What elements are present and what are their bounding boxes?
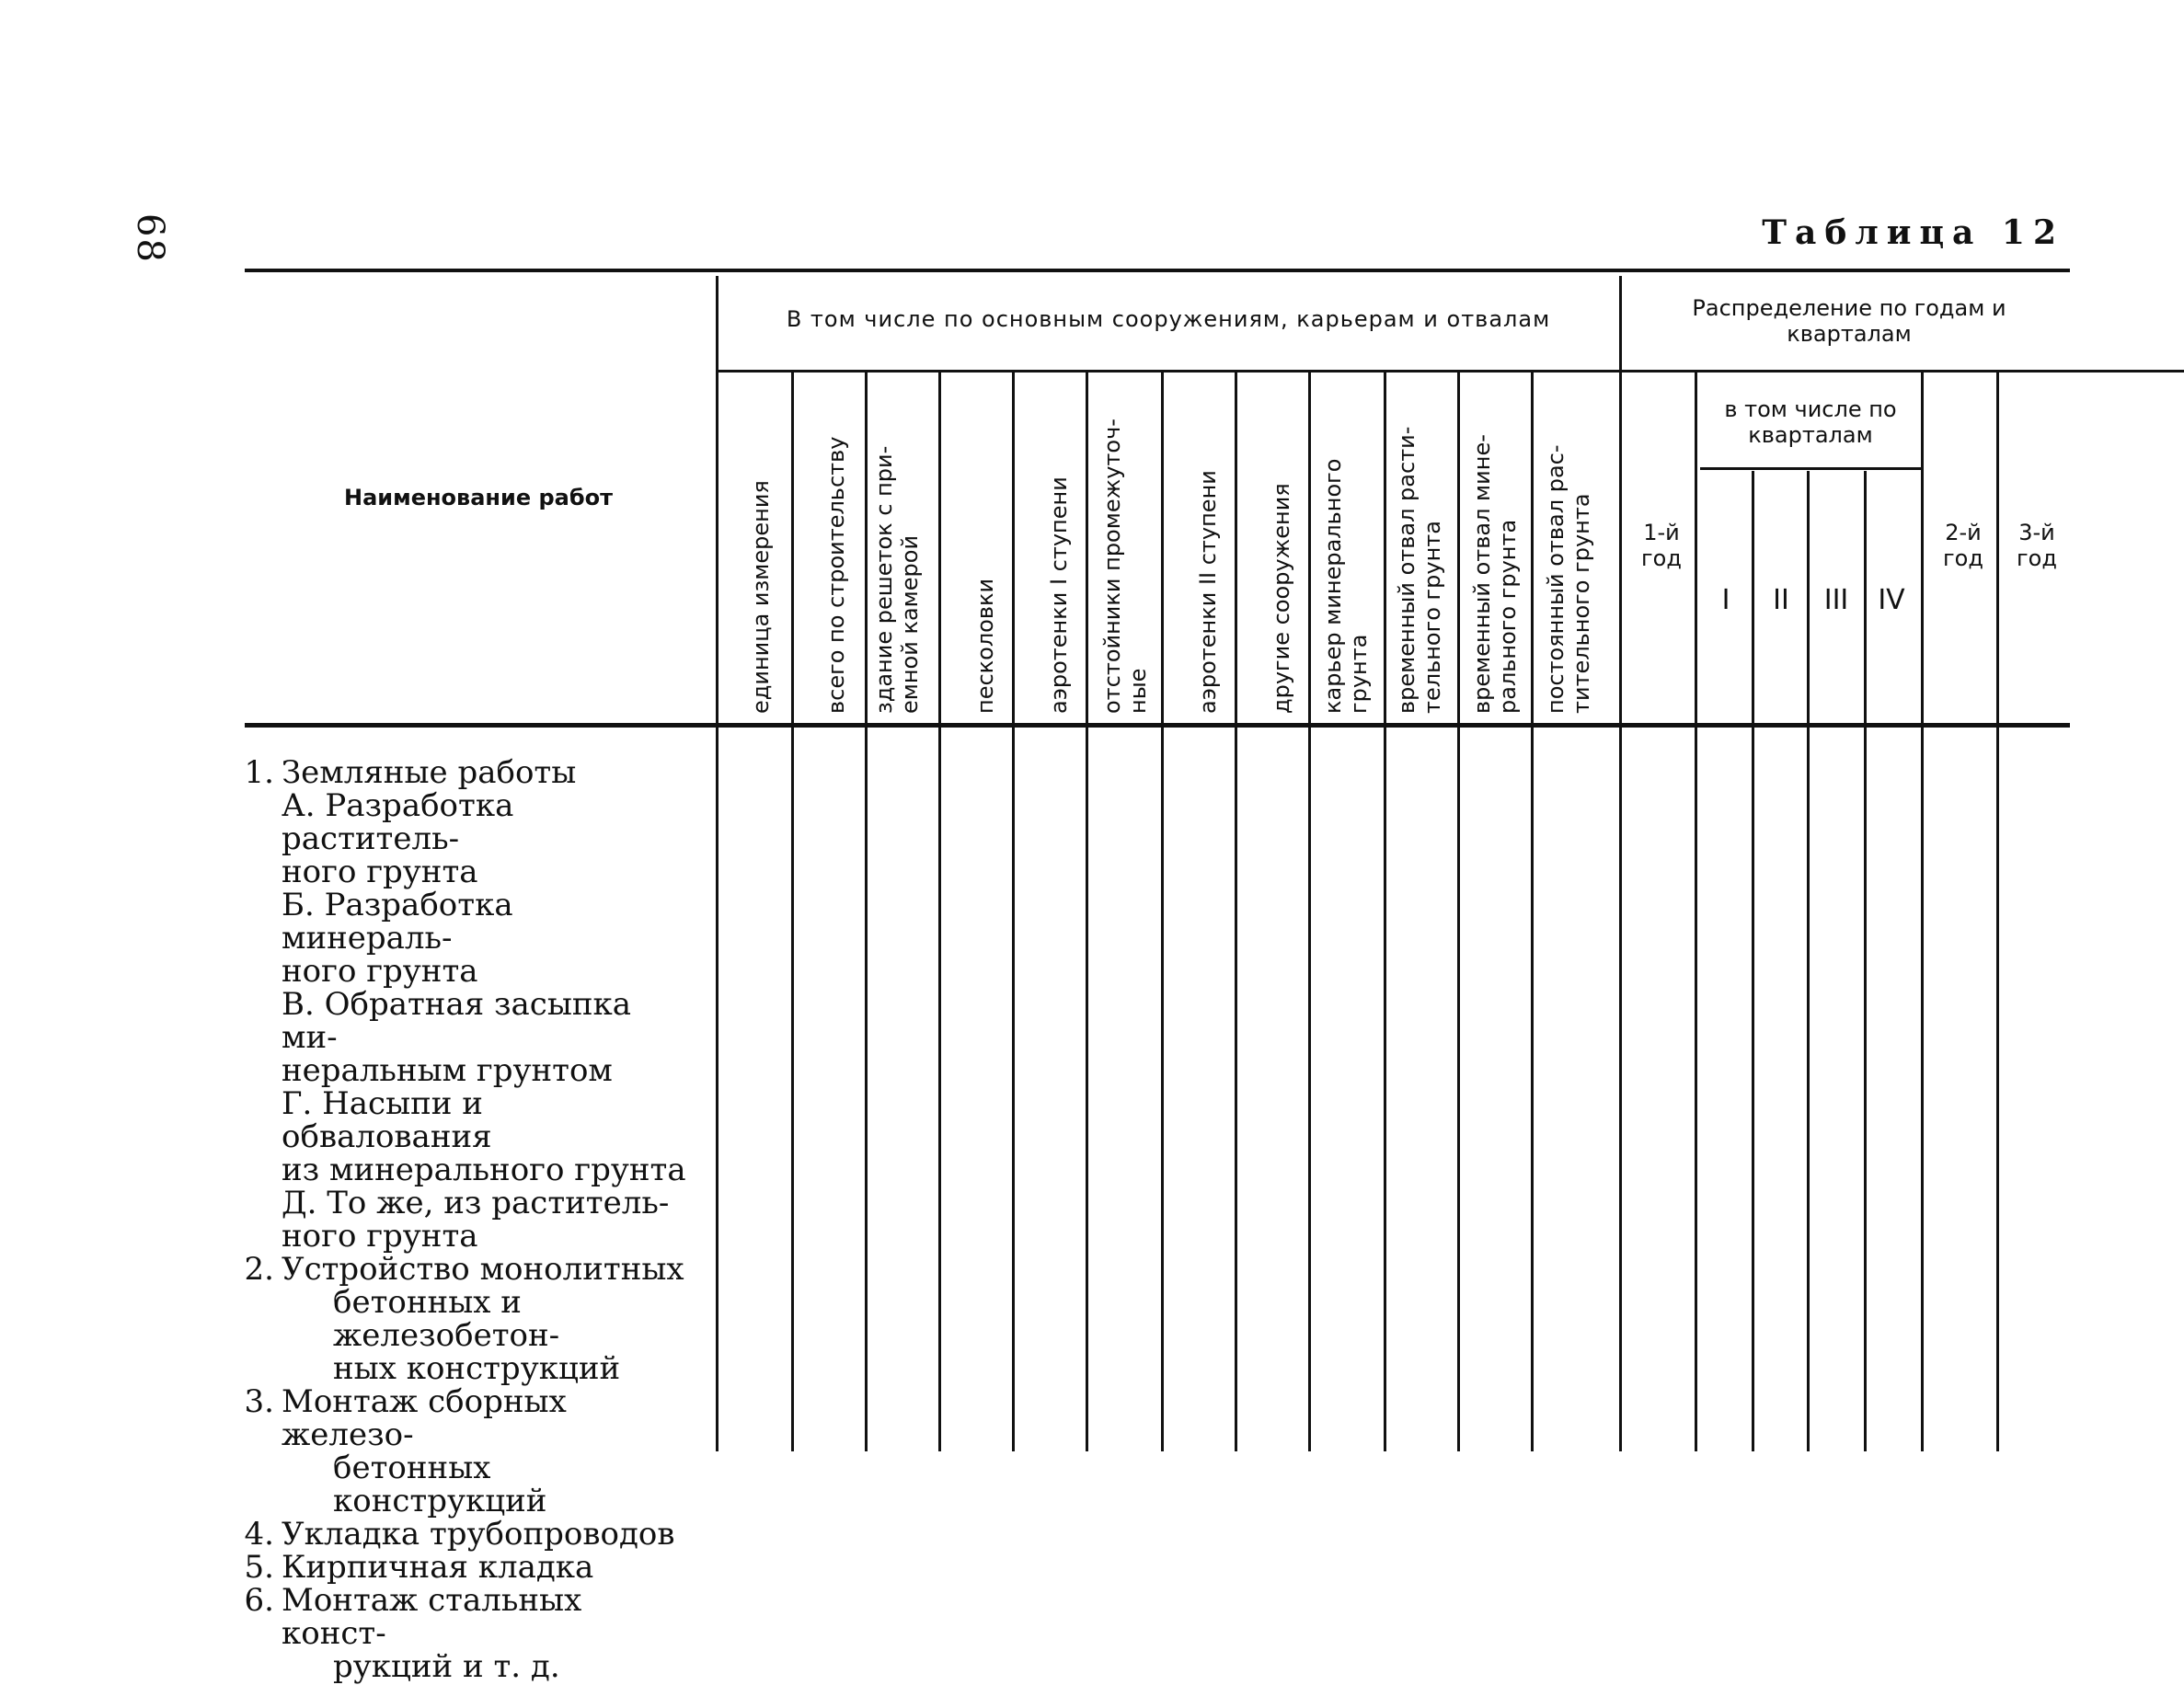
work-row-1: 1. Земляные работы <box>244 754 577 791</box>
col-line <box>791 372 794 1451</box>
col-line <box>1086 372 1088 1451</box>
col-line <box>1619 276 1622 1451</box>
col-other-structures: другие сооружения <box>1269 483 1294 714</box>
header-year3: 3-й год <box>2017 520 2057 571</box>
header-quarter-4: IV <box>1878 584 1905 616</box>
col-settlers: отстойники промежуточ-ные <box>1099 418 1151 714</box>
work-row-3: 3. Монтаж сборных железо- бетонных конструкций <box>244 1383 567 1519</box>
col-aerotanks-2: аэротенки II ступени <box>1195 470 1221 714</box>
header-quarter-3: III <box>1823 584 1849 616</box>
col-temp-mineral-dump: временный отвал мине-рального грунта <box>1469 434 1521 714</box>
col-perm-topsoil-dump: постоянный отвал рас-тительного грунта <box>1543 444 1594 714</box>
col-line <box>1457 372 1460 1451</box>
header-group-main: В том числе по основным сооружениям, карьерам и отвалам <box>786 306 1551 332</box>
col-line <box>1012 372 1015 1451</box>
col-mineral-quarry: карьер минерального грунта <box>1320 458 1372 714</box>
header-quarter-1: I <box>1721 584 1730 616</box>
col-line <box>1996 372 1999 1451</box>
work-row-1e: Д. То же, из раститель- ного грунта <box>282 1185 670 1255</box>
col-total: всего по строительству <box>823 436 849 714</box>
work-row-5: 5. Кирпичная кладка <box>244 1549 594 1586</box>
page-number: 68 <box>129 213 171 264</box>
work-row-2: 2. Устройство монолитных бетонных и железобетон- ных конструкций <box>244 1251 684 1387</box>
col-line <box>1752 471 1754 1451</box>
header-year1: 1-й год <box>1641 520 1682 571</box>
col-line <box>865 372 868 1451</box>
col-unit: единица измерения <box>748 480 774 714</box>
col-line <box>1864 471 1867 1451</box>
col-temp-topsoil-dump: временный отвал расти-тельного грунта <box>1394 426 1445 714</box>
col-line <box>1384 372 1386 1451</box>
header-name-col: Наименование работ <box>343 485 613 510</box>
col-screens-building: здание решеток с при-емной камерой <box>871 445 923 714</box>
header-by-quarters: в том числе по кварталам <box>1724 396 1897 448</box>
col-aerotanks-1: аэротенки I ступени <box>1046 476 1072 714</box>
work-row-6: 6. Монтаж стальных конст- рукций и т. д. <box>244 1582 582 1685</box>
work-row-1a: А. Разработка раститель- ного грунта <box>282 787 514 890</box>
col-line <box>1807 471 1810 1451</box>
col-line <box>1308 372 1311 1451</box>
col-line <box>1921 372 1924 1451</box>
work-row-1b: Б. Разработка минераль- ного грунта <box>282 887 513 990</box>
header-group-distribution: Распределение по годам и кварталам <box>1692 295 2006 347</box>
table-top-rule <box>245 269 2070 272</box>
col-line <box>1695 372 1697 1451</box>
header-year2: 2-й год <box>1943 520 1983 571</box>
col-line <box>1235 372 1237 1451</box>
work-row-1c: В. Обратная засыпка ми- неральным грунтом <box>282 986 632 1089</box>
work-row-1d: Г. Насыпи и обвалования из минерального грунта <box>282 1085 686 1188</box>
col-line <box>716 276 718 1451</box>
col-line <box>938 372 941 1451</box>
header-quarter-2: II <box>1773 584 1789 616</box>
work-list <box>230 756 690 1683</box>
work-row-4: 4. Укладка трубопроводов <box>244 1516 675 1553</box>
quarters-rule <box>1700 467 1921 470</box>
col-line <box>1531 372 1534 1451</box>
table-title: Таблица 12 <box>1762 213 2064 252</box>
col-line <box>1161 372 1164 1451</box>
header-bottom-rule <box>245 723 2070 728</box>
col-sand-traps: песколовки <box>972 578 998 714</box>
